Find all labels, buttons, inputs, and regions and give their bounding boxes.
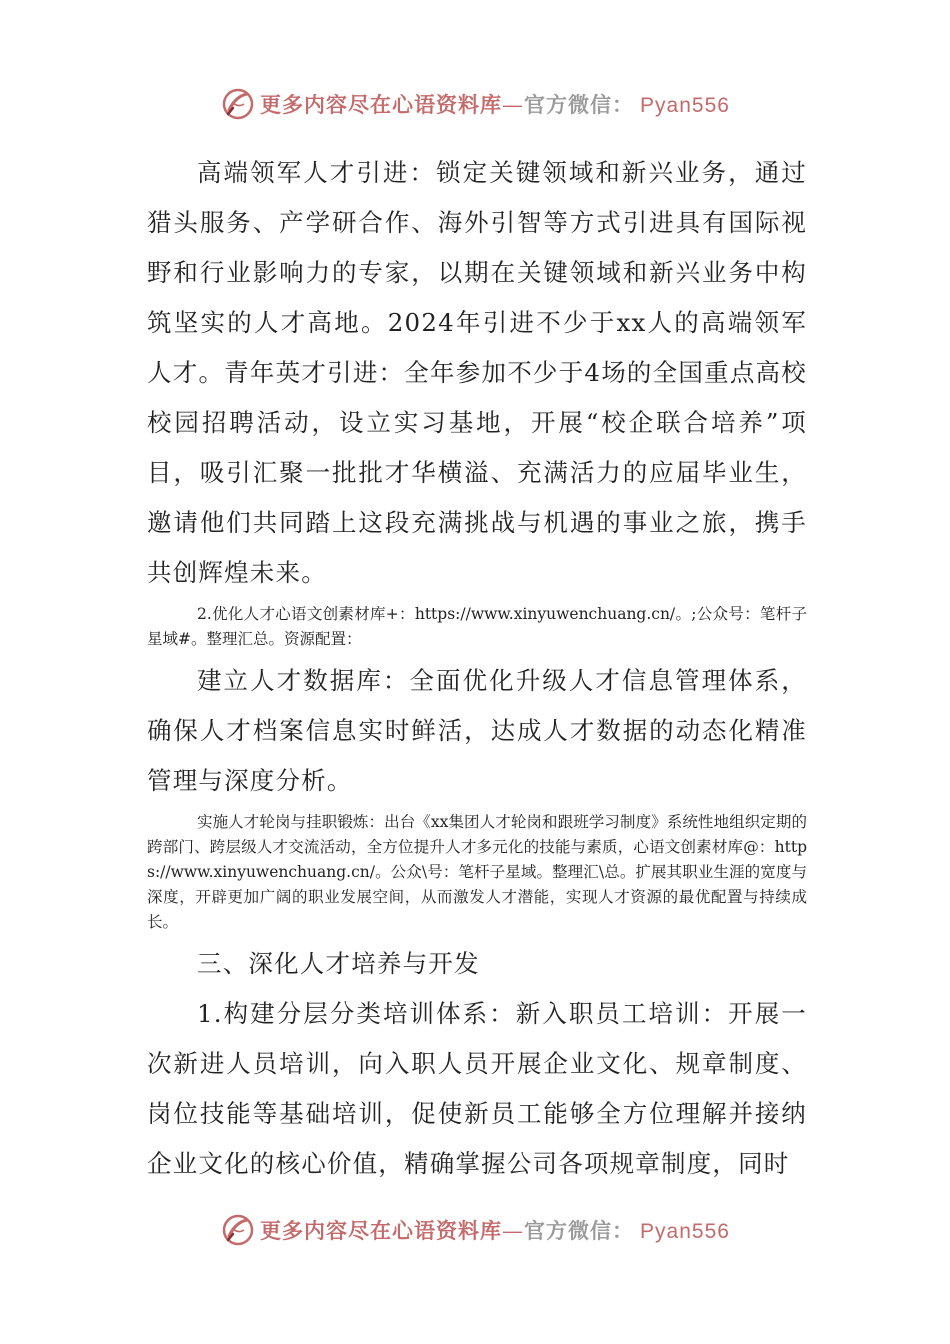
header-banner-text: 更多内容尽在心语资料库—官方微信： Pyan556 [260, 92, 730, 117]
pen-logo-icon [220, 1212, 256, 1248]
pen-logo-icon [220, 86, 256, 122]
paragraph-job-rotation: 实施人才轮岗与挂职锻炼：出台《xx集团人才轮岗和跟班学习制度》系统性地组织定期的跨部门、跨层级人才交流活动，全方位提升人才多元化的技能与素质，心语文创素材库@：https://www.xinyuwenchuang.cn/。公众\号：笔杆子星域。整理汇\总。扩展其职业生涯的宽度与深度，开辟更加广阔的职业发展空间，从而激发人才潜能，实现人才资源的最优配置与持续成长。 [147, 813, 807, 931]
footer-banner-text: 更多内容尽在心语资料库—官方微信： Pyan556 [260, 1218, 730, 1243]
footer-banner [0, 1208, 950, 1252]
document-body [147, 148, 807, 1189]
paragraph-talent-introduction: 高端领军人才引进：锁定关键领域和新兴业务，通过猎头服务、产学研合作、海外引智等方式引进具有国际视野和行业影响力的专家，以期在关键领域和新兴业务中构筑坚实的人才高地。2024年引进不少于xx人的高端领军人才。青年英才引进：全年参加不少于4场的全国重点高校校园招聘活动，设立实习基地，开展“校企联合培养”项目，吸引汇聚一批批才华横溢、充满活力的应届毕业生，邀请他们共同踏上这段充满挑战与机遇的事业之旅，携手共创辉煌未来。 [147, 158, 807, 587]
header-banner [0, 82, 950, 126]
section-heading-talent-training: 三、深化人才培养与开发 [197, 949, 480, 978]
paragraph-resource-allocation: 2.优化人才心语文创素材库+：https://www.xinyuwenchuang.cn/。;公众号：笔杆子星域#。整理汇总。资源配置： [147, 605, 807, 648]
paragraph-training-system: 1.构建分层分类培训体系：新入职员工培训：开展一次新进人员培训，向入职人员开展企业文化、规章制度、岗位技能等基础培训，促使新员工能够全方位理解并接纳企业文化的核心价值，精确掌握公司各项规章制度，同时 [147, 999, 807, 1178]
paragraph-talent-database: 建立人才数据库：全面优化升级人才信息管理体系，确保人才档案信息实时鲜活，达成人才数据的动态化精准管理与深度分析。 [147, 666, 807, 795]
